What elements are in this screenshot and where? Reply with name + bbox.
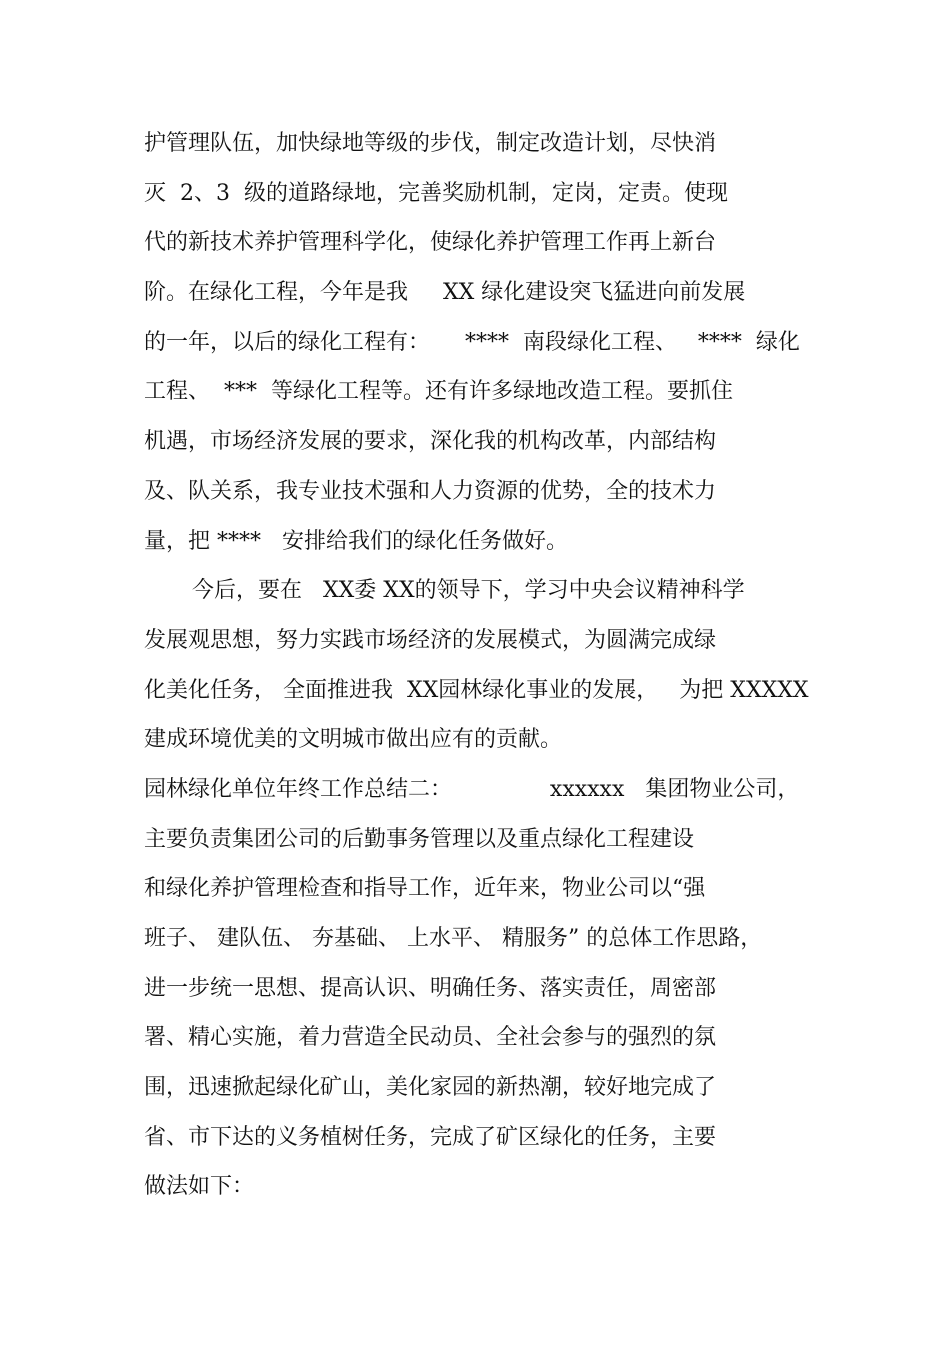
text-line: 署、精心实施，着力营造全民动员、全社会参与的强烈的氛 (144, 1025, 717, 1051)
text-line: 及、队关系，我专业技术强和人力资源的优势，全的技术力 (144, 478, 717, 504)
text-line: 的一年，以后的绿化工程有： **** 南段绿化工程、 **** 绿化 (144, 329, 800, 355)
text-line: 阶。在绿化工程，今年是我 XX 绿化建设突飞猛进向前发展 (144, 280, 746, 306)
text-line: 护管理队伍，加快绿地等级的步伐，制定改造计划，尽快消 (144, 131, 717, 156)
text-line: 化美化任务， 全面推进我 XX园林绿化事业的发展， 为把 XXXXX (144, 677, 809, 703)
text-line: 机遇，市场经济发展的要求，深化我的机构改革，内部结构 (144, 429, 717, 455)
text-line: 班子、 建队伍、 夯基础、 上水平、 精服务” 的总体工作思路， (144, 926, 763, 951)
paragraph-first-line: 今后，要在 XX委 XX的领导下，学习中央会议精神科学 (192, 578, 745, 604)
section-heading-line: 园林绿化单位年终工作总结二： xxxxxx 集团物业公司， (144, 776, 800, 802)
text-line: 建成环境优美的文明城市做出应有的贡献。 (144, 727, 563, 753)
text-line: 代的新技术养护管理科学化，使绿化养护管理工作再上新台 (144, 230, 717, 256)
text-line: 灭 2、3 级的道路绿地，完善奖励机制，定岗，定责。使现 (144, 180, 728, 206)
text-line: 省、市下达的义务植树任务，完成了矿区绿化的任务，主要 (144, 1124, 717, 1150)
text-line: 量，把 **** 安排给我们的绿化任务做好。 (144, 528, 568, 554)
text-line: 围，迅速掀起绿化矿山，美化家园的新热潮，较好地完成了 (144, 1075, 717, 1101)
text-line: 主要负责集团公司的后勤事务管理以及重点绿化工程建设 (144, 826, 695, 852)
document-body (0, 119, 950, 1212)
text-line: 工程、 *** 等绿化工程等。还有许多绿地改造工程。要抓住 (144, 379, 733, 405)
text-line: 和绿化养护管理检查和指导工作，近年来，物业公司以“强 (144, 876, 706, 902)
text-line: 发展观思想，努力实践市场经济的发展模式，为圆满完成绿 (144, 627, 717, 653)
text-line: 做法如下： (144, 1174, 255, 1200)
text-line: 进一步统一思想、提高认识、明确任务、落实责任，周密部 (144, 975, 717, 1001)
